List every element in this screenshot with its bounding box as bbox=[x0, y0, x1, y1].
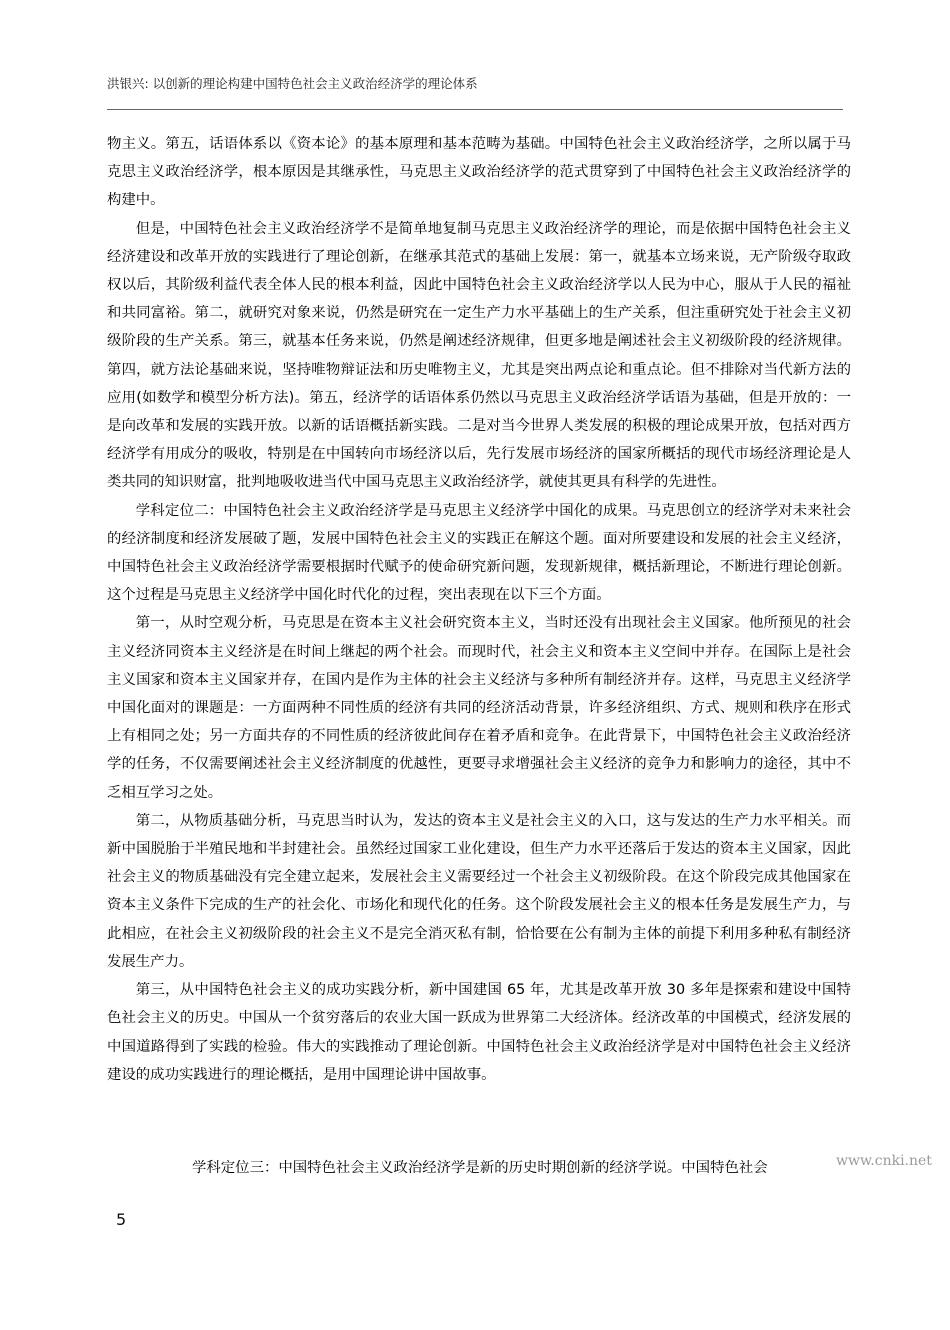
paragraph: 学科定位二：中国特色社会主义政治经济学是马克思主义经济学中国化的成果。马克思创立的经济学对未来社会的经济制度和经济发展破了题，发展中国特色社会主义的实践正在解这个题。面对所要建设和发展的社会主义经济，中国特色社会主义政治经济学需要根据时代赋予的使命研究新问题，发现新规律，概括新理论，不断进行理论创新。这个过程是马克思主义经济学中国化时代化的过程，突出表现在以下三个方面。 bbox=[107, 502, 851, 604]
paragraph: 第一，从时空观分析，马克思是在资本主义社会研究资本主义，当时还没有出现社会主义国家。他所预见的社会主义经济同资本主义经济是在时间上继起的两个社会。而现时代，社会主义和资本主义空间中并存。在国际上是社会主义国家和资本主义国家并存，在国内是作为主体的社会主义经济与多种所有制经济并存。这样，马克思主义经济学中国化面对的课题是：一方面两种不同性质的经济有共同的经济活动背景，许多经济组织、方式、规则和秩序在形式上有相同之处；另一方面共存的不同性质的经济彼此间存在着矛盾和竞争。在此背景下，中国特色社会主义政治经济学的任务，不仅需要阐述社会主义经济制度的优越性，更要寻求增强社会主义经济的竞争力和影响力的途径，其中不乏相互学习之处。 bbox=[107, 615, 851, 801]
watermark: www.cnki.net bbox=[836, 1153, 932, 1169]
paragraph: 第三，从中国特色社会主义的成功实践分析，新中国建国 65 年，尤其是改革开放 30 多年是探索和建设中国特色社会主义的历史。中国从一个贫穷落后的农业大国一跃成为世界第二大经济体。经济改革的中国模式，经济发展的中国道路得到了实践的检验。伟大的实践推动了理论创新。中国特色社会主义政治经济学是对中国特色社会主义经济建设的成功实践进行的理论概括，是用中国理论讲中国故事。 bbox=[107, 982, 851, 1083]
header-divider bbox=[107, 109, 843, 110]
paragraph: 第二，从物质基础分析，马克思当时认为，发达的资本主义是社会主义的入口，这与发达的生产力水平相关。而新中国脱胎于半殖民地和半封建社会。虽然经过国家工业化建设，但生产力水平还落后于发达的资本主义国家，因此社会主义的物质基础没有完全建立起来，发展社会主义需要经过一个社会主义初级阶段。在这个阶段完成其他国家在资本主义条件下完成的生产的社会化、市场化和现代化的任务。这个阶段发展社会主义的根本任务是发展生产力，与此相应，在社会主义初级阶段的社会主义不是完全消灭私有制，恰恰要在公有制为主体的前提下利用多种私有制经济发展生产力。 bbox=[107, 812, 851, 970]
running-header: 洪银兴: 以创新的理论构建中国特色社会主义政治经济学的理论体系 bbox=[107, 76, 478, 91]
page-number: 5 bbox=[116, 1210, 127, 1229]
paragraph-discipline-position-three: 学科定位三：中国特色社会主义政治经济学是新的历史时期创新的经济学说。中国特色社会 bbox=[192, 1160, 768, 1176]
paragraph: 但是，中国特色社会主义政治经济学不是简单地复制马克思主义政治经济学的理论，而是依据中国特色社会主义经济建设和改革开放的实践进行了理论创新，在继承其范式的基础上发展：第一，就基本立场来说，无产阶级夺取政权以后，其阶级利益代表全体人民的根本利益，因此中国特色社会主义政治经济学以人民为中心，服从于人民的福祉和共同富裕。第二，就研究对象来说，仍然是研究在一定生产力水平基础上的生产关系，但注重研究处于社会主义初级阶段的生产关系。第三，就基本任务来说，仍然是阐述经济规律，但更多地是阐述社会主义初级阶段的经济规律。第四，就方法论基础来说，坚持唯物辩证法和历史唯物主义，尤其是突出两点论和重点论。但不排除对当代新方法的应用(如数学和模型分析方法)。第五，经济学的话语体系仍然以马克思主义政治经济学话语为基础，但是开放的：一是向改革和发展的实践开放。以新的话语概括新实践。二是对当今世界人类发展的积极的理论成果开放，包括对西方经济学有用成分的吸收，特别是在中国转向市场经济以后，先行发展市场经济的国家所概括的现代市场经济理论是人类共同的知识财富，批判地吸收进当代中国马克思主义政治经济学，就使其更具有科学的先进性。 bbox=[107, 220, 851, 491]
body-text bbox=[107, 130, 851, 1089]
paragraph-continued: 物主义。第五，话语体系以《资本论》的基本原理和基本范畴为基础。中国特色社会主义政治经济学，之所以属于马克思主义政治经济学，根本原因是其继承性，马克思主义政治经济学的范式贯穿到了中国特色社会主义政治经济学的构建中。 bbox=[107, 136, 851, 209]
